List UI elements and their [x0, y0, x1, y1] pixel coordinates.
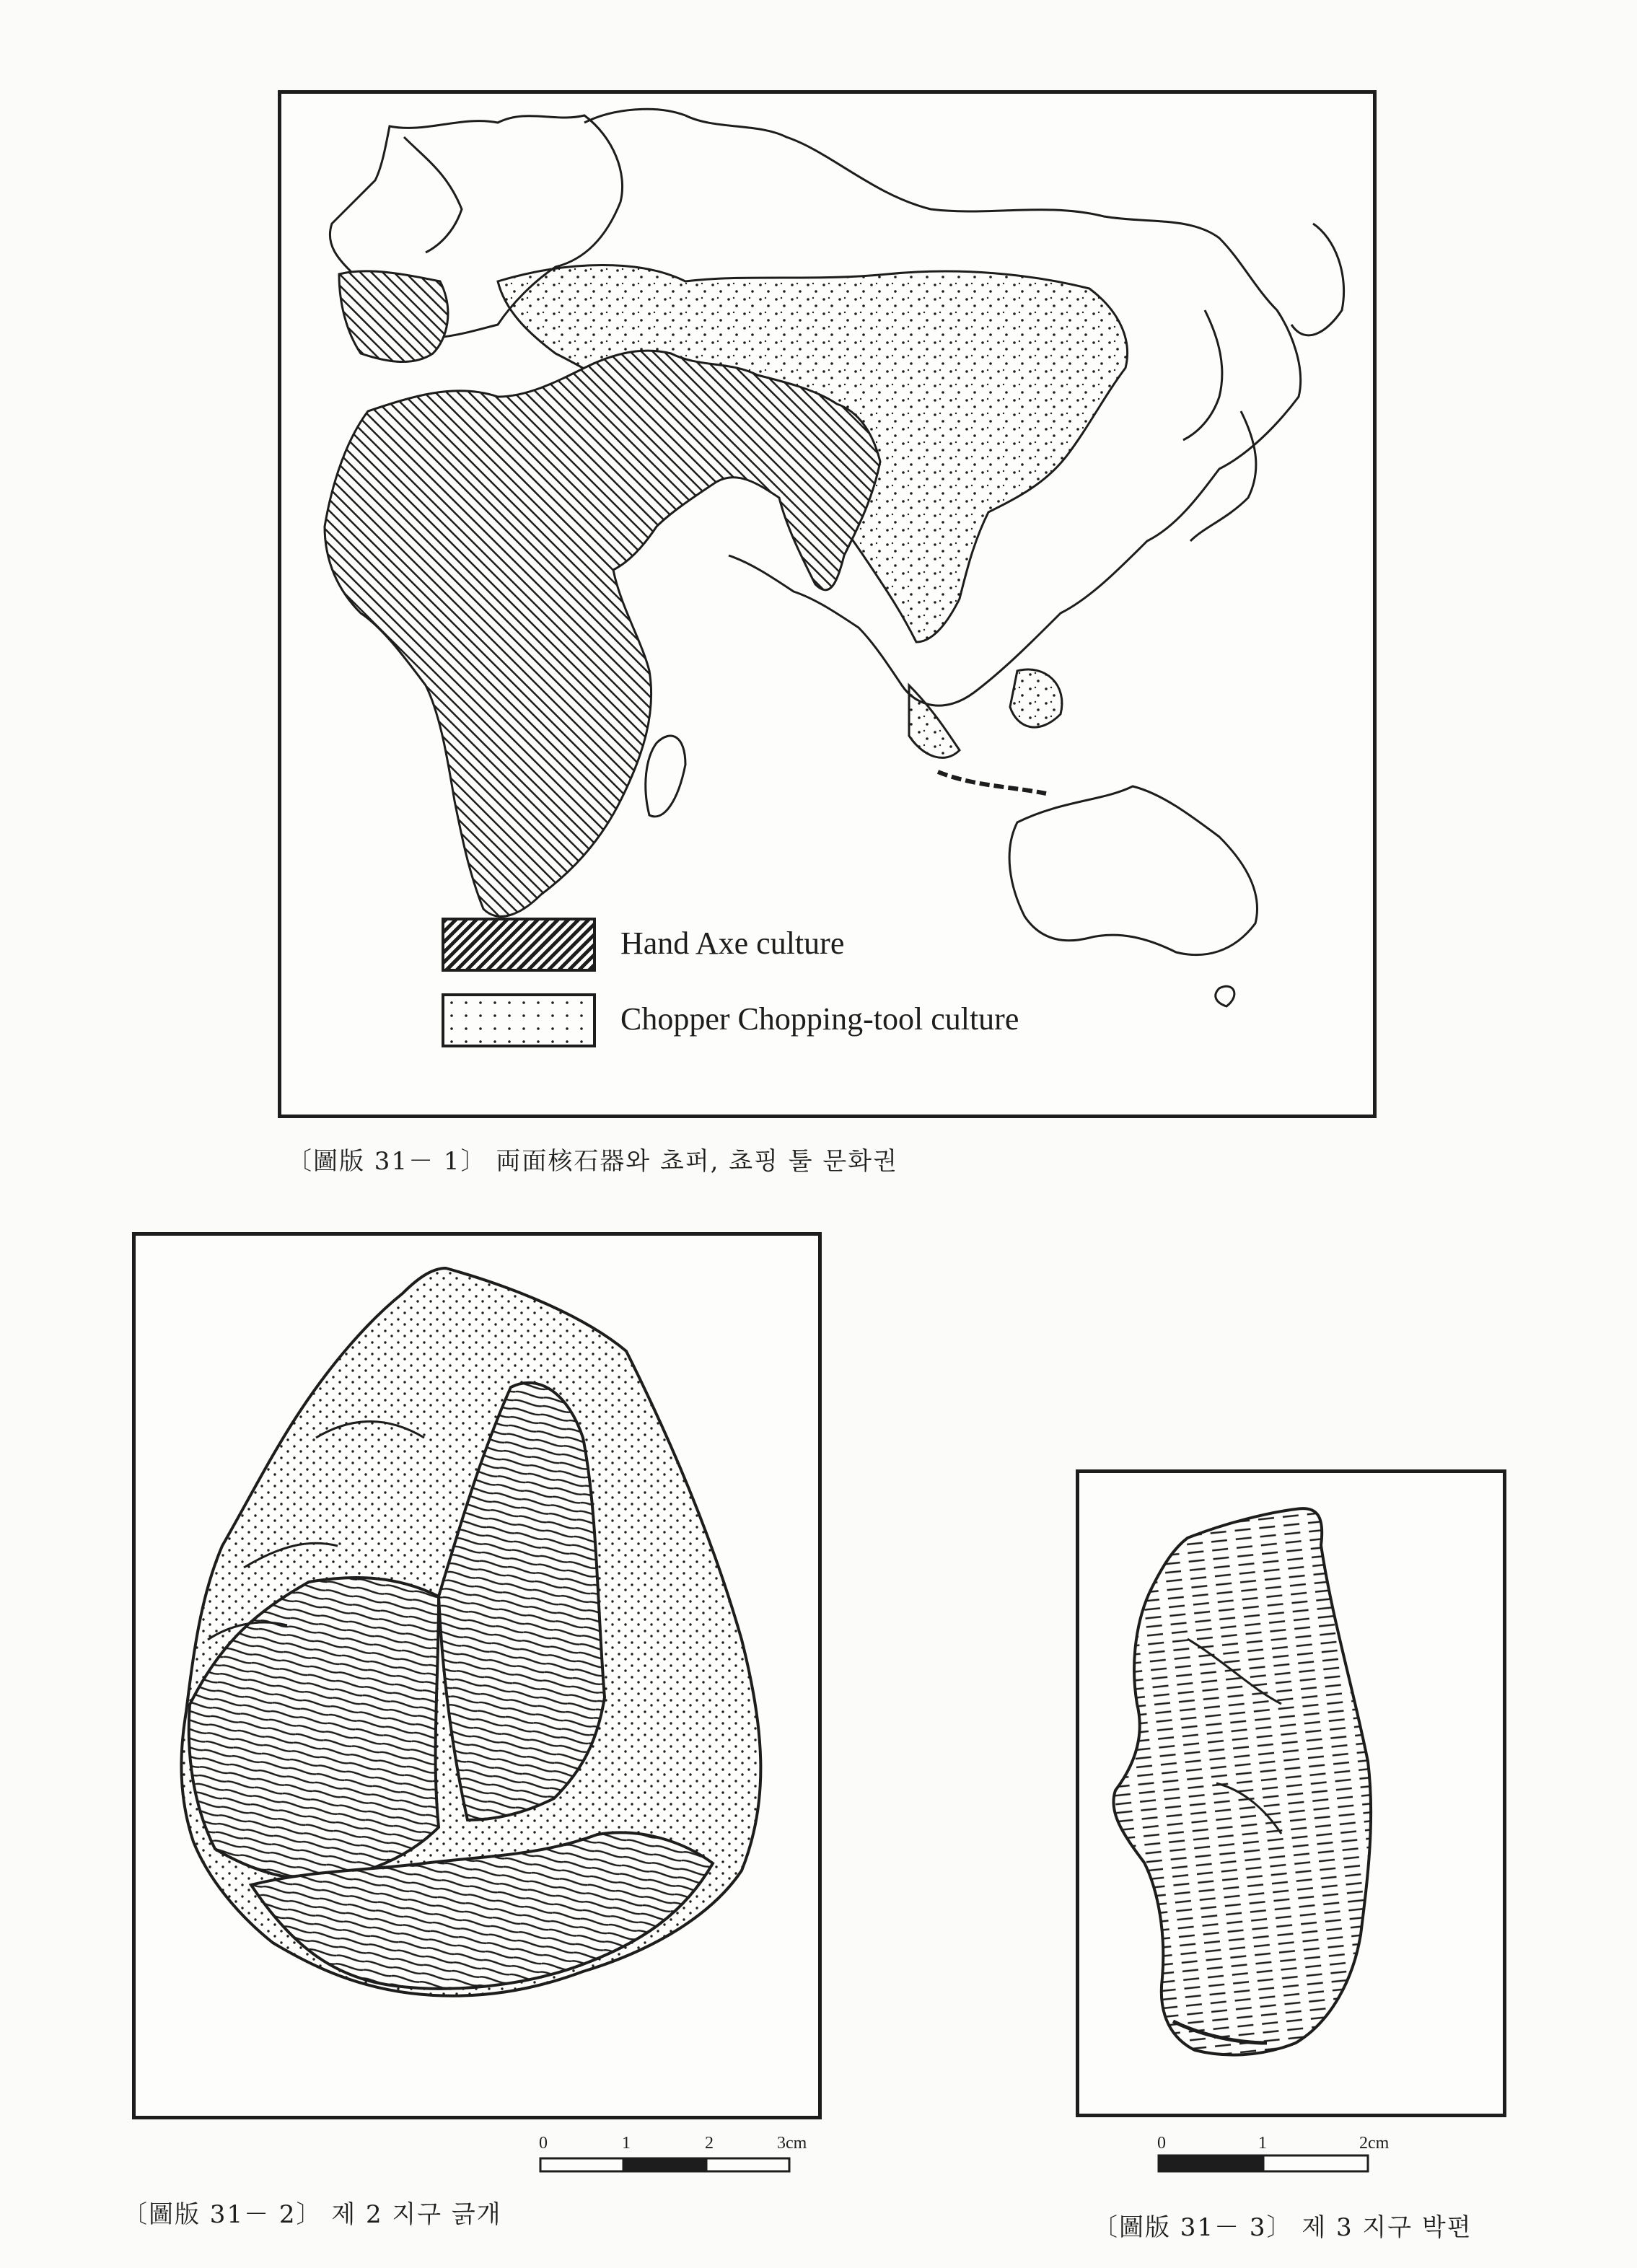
scale2-tick-1: 1: [622, 2134, 631, 2153]
flake-body: [1113, 1508, 1371, 2054]
plate2-caption: 〔圖版 31－ 2〕 제 2 지구 긁개: [123, 2200, 502, 2229]
legend-swatch-hand-axe: [442, 918, 596, 972]
scale-bar-2: [540, 2157, 799, 2174]
plate1-caption: 〔圖版 31－ 1〕 両面核石器와 쵸퍼, 쵸핑 툴 문화권: [287, 1147, 898, 1176]
hand-axe-europe: [339, 271, 448, 362]
legend-label-hand-axe: Hand Axe culture: [620, 926, 845, 961]
flake-drawing: [1079, 1473, 1503, 2114]
legend-swatch-chopper: [442, 993, 596, 1047]
hand-axe-africa-asia: [325, 351, 880, 916]
scale2-tick-2: 2: [705, 2134, 714, 2153]
australia: [1009, 786, 1257, 955]
plate3-caption: 〔圖版 31－ 3〕 제 3 지구 박편: [1093, 2213, 1473, 2242]
map-frame: [278, 90, 1377, 1118]
flake-frame: [1076, 1469, 1506, 2117]
scale3-tick-2: 2cm: [1359, 2134, 1390, 2153]
scale2-tick-3: 3cm: [777, 2134, 807, 2153]
scale2-tick-0: 0: [539, 2134, 548, 2153]
scale3-tick-0: 0: [1157, 2134, 1166, 2153]
scale-bar-3: [1158, 2154, 1382, 2176]
scale3-tick-1: 1: [1258, 2134, 1267, 2153]
legend-label-chopper: Chopper Chopping-tool culture: [620, 1001, 1019, 1037]
scraper-frame: [132, 1232, 822, 2119]
scraper-drawing: [136, 1236, 818, 2116]
